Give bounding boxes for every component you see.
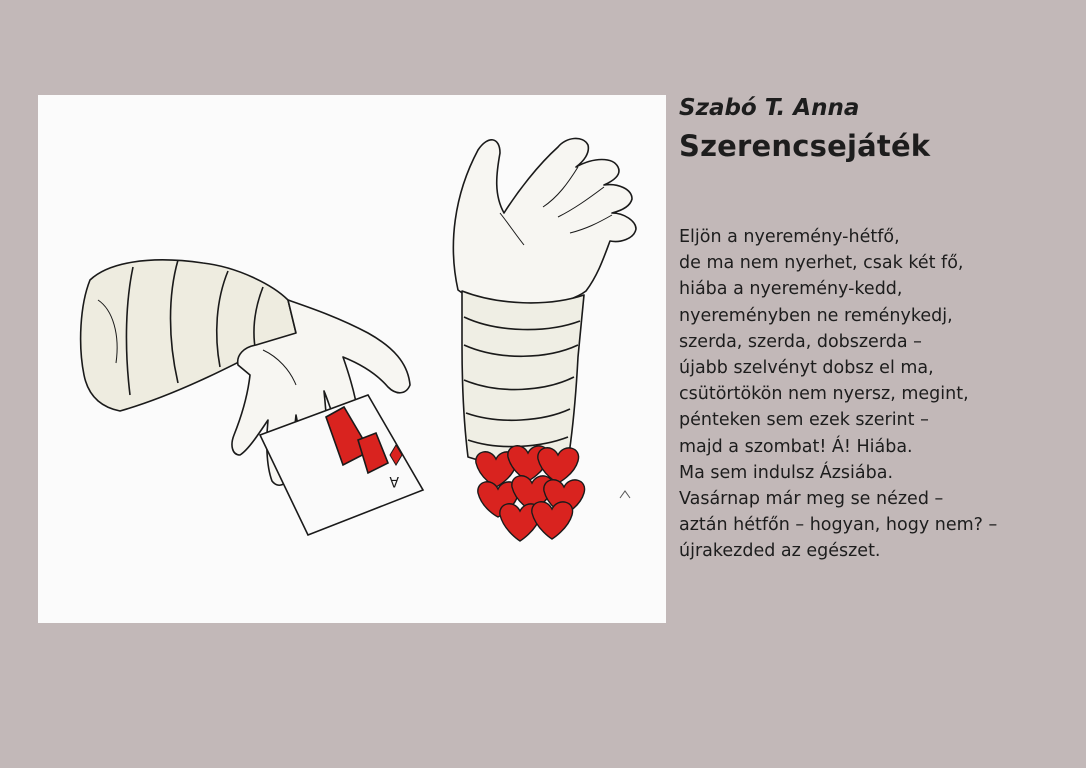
poem-line: majd a szombat! Á! Hiába. [679,436,913,457]
red-hearts-cluster [476,446,585,541]
artwork-illustration [38,95,666,623]
right-hand [453,138,636,309]
poem-line: hiába a nyeremény-kedd, [679,279,903,300]
poem-line: csütörtökön nem nyersz, megint, [679,384,969,405]
poem-line: szerda, szerda, dobszerda – [679,331,922,352]
poem-panel [679,90,1079,562]
poem-body [679,224,1079,565]
caret-mark [620,491,630,498]
author-name: Szabó T. Anna [679,95,860,121]
poem-line: Eljön a nyeremény-hétfő, [679,227,900,247]
poem-line: Ma sem indulsz Ázsiába. [679,462,894,483]
poem-line: aztán hétfőn – hogyan, hogy nem? – [679,515,998,536]
poem-line: Vasárnap már meg se nézed – [679,489,944,510]
poem-line: pénteken sem ezek szerint – [679,410,929,431]
poem-line: de ma nem nyerhet, csak két fő, [679,253,964,274]
hands-drawing [38,95,666,623]
poem-line: újabb szelvényt dobsz el ma, [679,358,934,379]
right-bandaged-arm [462,291,584,467]
poem-line: nyereményben ne reménykedj, [679,305,953,326]
poem-line: újrakezded az egészet. [679,541,881,562]
poem-title: Szerencsejáték [679,129,931,163]
card-rank-label: A [389,473,399,489]
